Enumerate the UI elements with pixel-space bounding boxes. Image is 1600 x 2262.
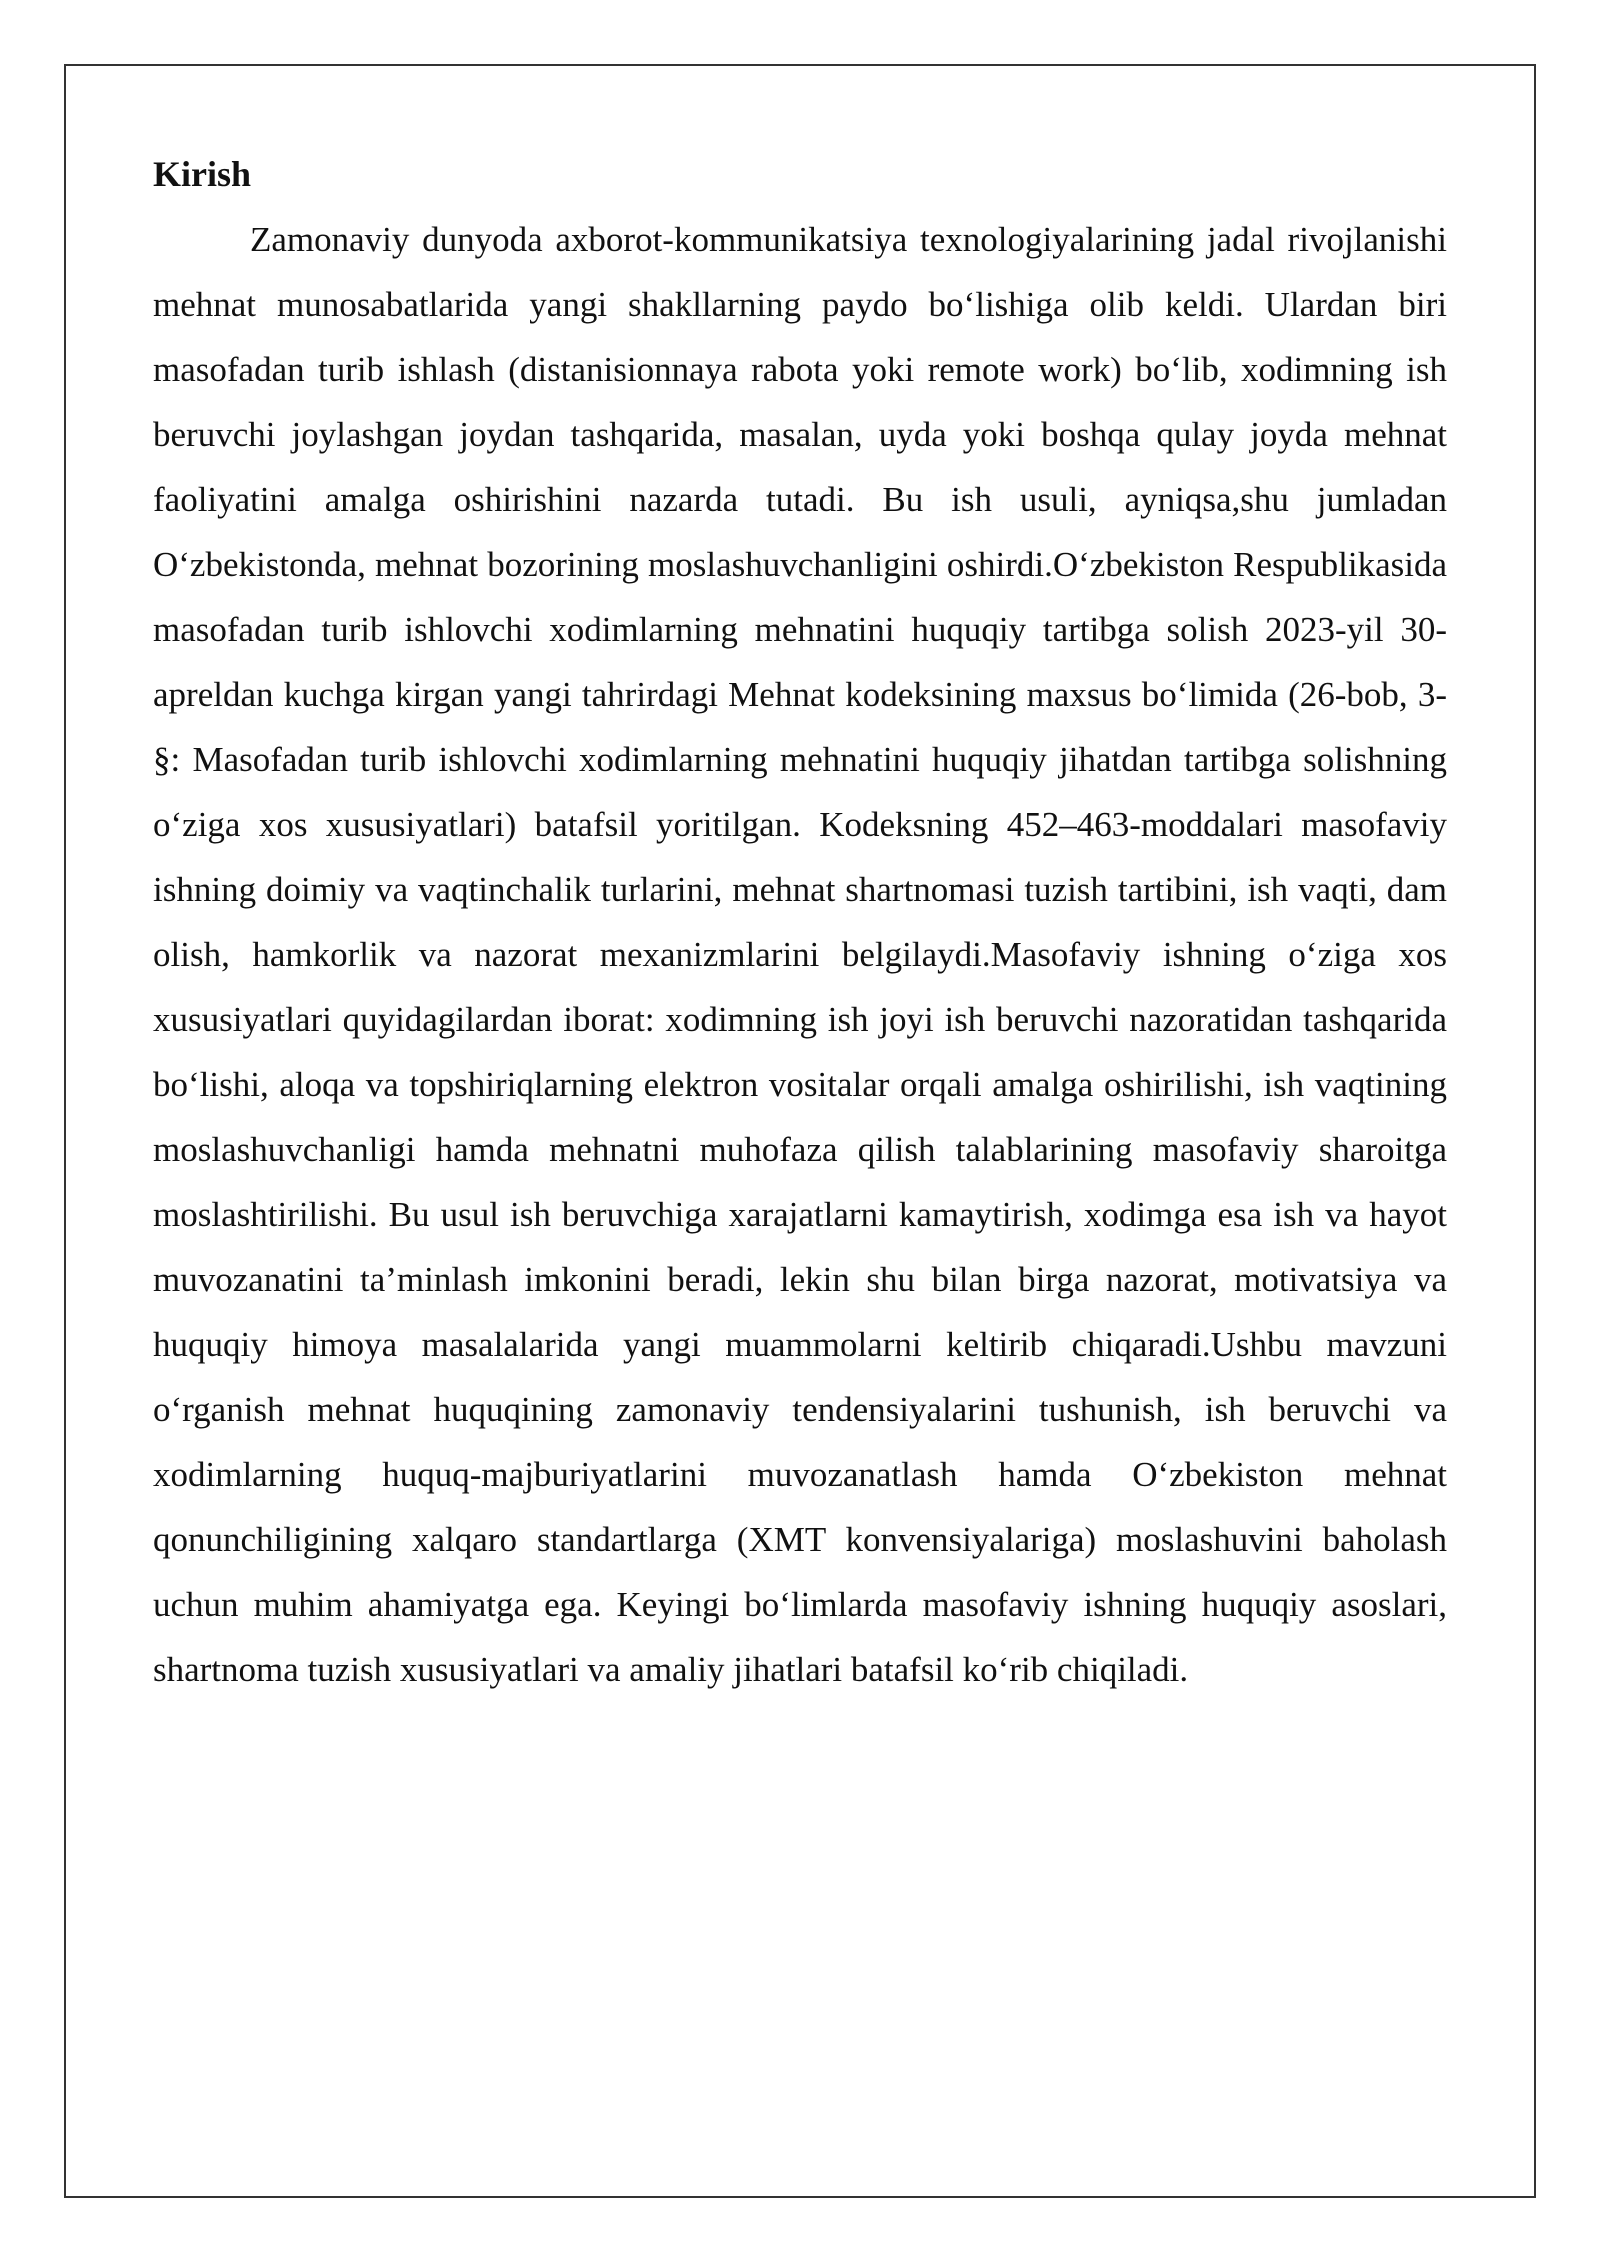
page-content (153, 142, 1447, 1702)
body-paragraph: Zamonaviy dunyoda axborot-kommunikatsiya texnologiyalarining jadal rivojlanishi mehnat munosabatlarida yangi shakllarning paydo bo‘lishiga olib keldi. Ulardan biri masofadan turib ishlash (distanisionnaya rabota yoki remote work) bo‘lib, xodimning ish beruvchi joylashgan joydan tashqarida, masalan, uyda yoki boshqa qulay joyda mehnat faoliyatini amalga oshirishini nazarda tutadi. Bu ish usuli, ayniqsa,shu jumladan O‘zbekistonda, mehnat bozorining moslashuvchanligini oshirdi.O‘zbekiston Respublikasida masofadan turib ishlovchi xodimlarning mehnatini huquqiy tartibga solish 2023-yil 30-apreldan kuchga kirgan yangi tahrirdagi Mehnat kodeksining maxsus bo‘limida (26-bob, 3-§: Masofadan turib ishlovchi xodimlarning mehnatini huquqiy jihatdan tartibga solishning o‘ziga xos xususiyatlari) batafsil yoritilgan. Kodeksning 452–463-moddalari masofaviy ishning doimiy va vaqtinchalik turlarini, mehnat shartnomasi tuzish tartibini, ish vaqti, dam olish, hamkorlik va nazorat mexanizmlarini belgilaydi.Masofaviy ishning o‘ziga xos xususiyatlari quyidagilardan iborat: xodimning ish joyi ish beruvchi nazoratidan tashqarida bo‘lishi, aloqa va topshiriqlarning elektron vositalar orqali amalga oshirilishi, ish vaqtining moslashuvchanligi hamda mehnatni muhofaza qilish talablarining masofaviy sharoitga moslashtirilishi. Bu usul ish beruvchiga xarajatlarni kamaytirish, xodimga esa ish va hayot muvozanatini ta’minlash imkonini beradi, lekin shu bilan birga nazorat, motivatsiya va huquqiy himoya masalalarida yangi muammolarni keltirib chiqaradi.Ushbu mavzuni o‘rganish mehnat huquqining zamonaviy tendensiyalarini tushunish, ish beruvchi va xodimlarning huquq-majburiyatlarini muvozanatlash hamda O‘zbekiston mehnat qonunchiligining xalqaro standartlarga (XMT konvensiyalariga) moslashuvini baholash uchun muhim ahamiyatga ega. Keyingi bo‘limlarda masofaviy ishning huquqiy asoslari, shartnoma tuzish xususiyatlari va amaliy jihatlari batafsil ko‘rib chiqiladi. (153, 220, 1447, 1689)
section-heading: Kirish (153, 154, 252, 194)
